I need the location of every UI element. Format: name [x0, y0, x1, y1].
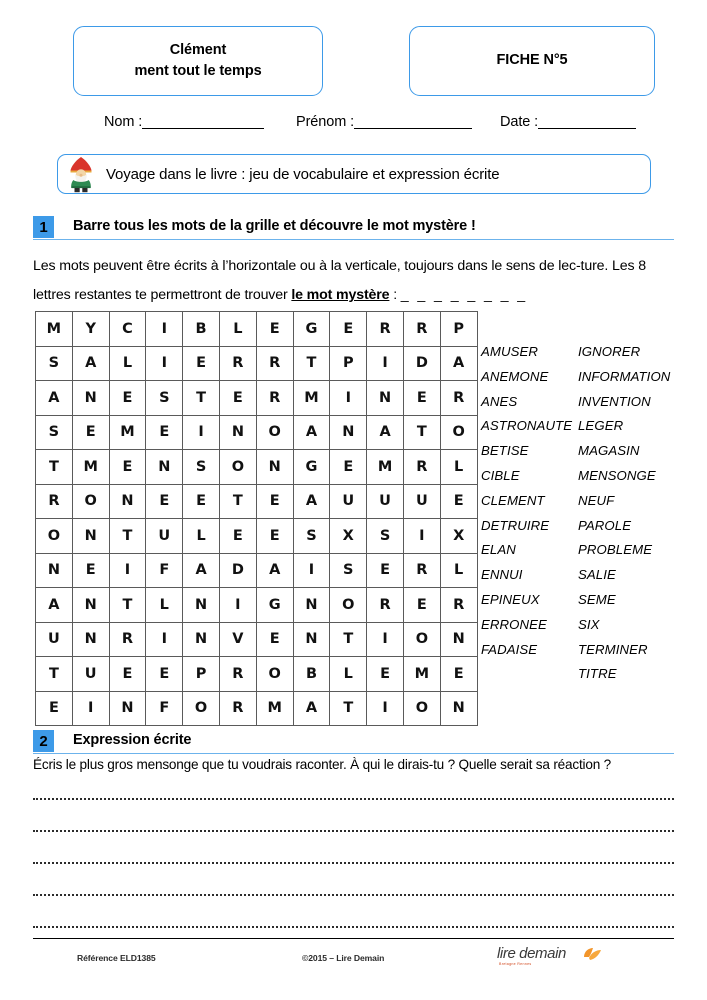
- grid-cell[interactable]: E: [109, 450, 146, 485]
- date-field[interactable]: [500, 114, 636, 130]
- grid-cell[interactable]: M: [72, 450, 109, 485]
- grid-cell[interactable]: R: [219, 691, 256, 726]
- grid-cell[interactable]: L: [330, 657, 367, 692]
- grid-cell[interactable]: N: [72, 381, 109, 416]
- grid-cell[interactable]: E: [256, 312, 293, 347]
- logo-subtext: Bretagne Rennes: [499, 962, 532, 966]
- grid-cell[interactable]: N: [330, 415, 367, 450]
- grid-cell[interactable]: L: [219, 312, 256, 347]
- grid-cell[interactable]: O: [330, 588, 367, 623]
- title-row: [0, 26, 707, 96]
- grid-row: [36, 415, 478, 450]
- lire-demain-logo: [497, 944, 607, 970]
- word-list-item[interactable]: ERRONEE: [481, 616, 547, 632]
- grid-cell[interactable]: S: [293, 519, 330, 554]
- leaf-icon: [582, 946, 602, 964]
- word-list-item[interactable]: INVENTION: [578, 393, 651, 409]
- grid-cell[interactable]: X: [440, 519, 477, 554]
- word-list-item[interactable]: ANEMONE: [481, 368, 549, 384]
- grid-cell[interactable]: N: [36, 553, 73, 588]
- grid-cell[interactable]: A: [440, 346, 477, 381]
- grid-cell[interactable]: R: [256, 381, 293, 416]
- section-2-header: [33, 730, 674, 754]
- grid-cell[interactable]: O: [256, 657, 293, 692]
- grid-cell[interactable]: R: [219, 657, 256, 692]
- word-list-item[interactable]: PAROLE: [578, 517, 632, 533]
- word-list-item[interactable]: LEGER: [578, 418, 624, 434]
- grid-cell[interactable]: T: [293, 346, 330, 381]
- grid-cell[interactable]: N: [440, 622, 477, 657]
- grid-cell[interactable]: N: [72, 519, 109, 554]
- prenom-input-rule[interactable]: [354, 128, 472, 129]
- grid-cell[interactable]: P: [183, 657, 220, 692]
- grid-cell[interactable]: S: [183, 450, 220, 485]
- grid-cell[interactable]: U: [403, 484, 440, 519]
- grid-cell[interactable]: B: [293, 657, 330, 692]
- logo-wordmark: lire demain: [497, 945, 566, 962]
- word-list-item[interactable]: CLEMENT: [481, 492, 545, 508]
- worksheet-title-box: [73, 26, 323, 96]
- word-list-column-1: [481, 340, 572, 662]
- grid-cell[interactable]: E: [367, 553, 404, 588]
- grid-cell[interactable]: G: [293, 312, 330, 347]
- nom-field[interactable]: [104, 114, 264, 130]
- grid-cell[interactable]: M: [293, 381, 330, 416]
- grid-cell[interactable]: T: [36, 657, 73, 692]
- grid-cell[interactable]: T: [183, 381, 220, 416]
- word-list-item[interactable]: DETRUIRE: [481, 517, 550, 533]
- instructions-text-part1: Les mots peuvent être écrits à l’horizontale ou à la verticale, toujours dans le sens de lec-ture. Les 8 lettres restantes te permettront de trouver: [33, 258, 646, 303]
- prenom-label: Prénom :: [296, 114, 355, 130]
- grid-cell[interactable]: E: [36, 691, 73, 726]
- grid-cell[interactable]: S: [330, 553, 367, 588]
- grid-cell[interactable]: F: [146, 691, 183, 726]
- grid-cell[interactable]: P: [440, 312, 477, 347]
- grid-cell[interactable]: N: [183, 588, 220, 623]
- grid-cell[interactable]: N: [293, 588, 330, 623]
- grid-row: [36, 484, 478, 519]
- fiche-number-box: [409, 26, 655, 96]
- grid-cell[interactable]: R: [367, 588, 404, 623]
- grid-row: [36, 381, 478, 416]
- grid-cell[interactable]: L: [146, 588, 183, 623]
- grid-cell[interactable]: I: [403, 519, 440, 554]
- word-list-item[interactable]: ANES: [481, 393, 518, 409]
- grid-cell[interactable]: T: [109, 588, 146, 623]
- grid-cell[interactable]: R: [403, 450, 440, 485]
- instructions-mystery-word: le mot mystère: [291, 287, 390, 303]
- grid-cell[interactable]: O: [183, 691, 220, 726]
- grid-cell[interactable]: I: [146, 622, 183, 657]
- word-list-item[interactable]: AMUSER: [481, 344, 539, 359]
- grid-cell[interactable]: A: [36, 381, 73, 416]
- grid-cell[interactable]: E: [72, 415, 109, 450]
- mystery-word-blanks[interactable]: _ _ _ _ _ _ _ _: [400, 287, 528, 303]
- section-1-header: [33, 216, 674, 240]
- grid-cell[interactable]: A: [293, 415, 330, 450]
- grid-cell[interactable]: R: [36, 484, 73, 519]
- grid-cell[interactable]: I: [293, 553, 330, 588]
- grid-cell[interactable]: T: [109, 519, 146, 554]
- grid-cell[interactable]: C: [109, 312, 146, 347]
- word-list-item[interactable]: MENSONGE: [578, 467, 656, 483]
- grid-cell[interactable]: L: [440, 450, 477, 485]
- section-2-badge: 2: [33, 730, 54, 752]
- grid-cell[interactable]: E: [146, 484, 183, 519]
- grid-cell[interactable]: R: [403, 553, 440, 588]
- prenom-field[interactable]: [296, 114, 472, 130]
- grid-cell[interactable]: X: [330, 519, 367, 554]
- grid-cell[interactable]: D: [219, 553, 256, 588]
- gnome-mascot-icon: [64, 155, 98, 193]
- word-list-item[interactable]: NEUF: [578, 492, 615, 508]
- grid-cell[interactable]: S: [36, 346, 73, 381]
- section-1-divider: [33, 239, 674, 240]
- grid-cell[interactable]: L: [183, 519, 220, 554]
- grid-cell[interactable]: U: [36, 622, 73, 657]
- grid-cell[interactable]: O: [403, 622, 440, 657]
- grid-cell[interactable]: U: [367, 484, 404, 519]
- grid-cell[interactable]: R: [403, 312, 440, 347]
- answer-line[interactable]: [33, 894, 674, 896]
- grid-cell[interactable]: T: [330, 622, 367, 657]
- grid-cell[interactable]: E: [440, 657, 477, 692]
- grid-cell[interactable]: E: [72, 553, 109, 588]
- grid-cell[interactable]: I: [367, 346, 404, 381]
- footer-reference: Référence ELD1385: [77, 953, 156, 963]
- grid-cell[interactable]: I: [183, 415, 220, 450]
- instructions-paragraph: [33, 252, 674, 310]
- grid-cell[interactable]: E: [219, 381, 256, 416]
- grid-cell[interactable]: O: [403, 691, 440, 726]
- grid-cell[interactable]: N: [72, 622, 109, 657]
- word-list-item[interactable]: TERMINER: [578, 641, 648, 657]
- word-list-item[interactable]: ASTRONAUTE: [481, 418, 573, 434]
- grid-cell[interactable]: A: [256, 553, 293, 588]
- grid-cell[interactable]: M: [367, 450, 404, 485]
- grid-cell[interactable]: R: [440, 381, 477, 416]
- worksheet-title-line1: Clément: [169, 41, 227, 58]
- grid-cell[interactable]: E: [109, 657, 146, 692]
- worksheet-title-line2: ment tout le temps: [134, 63, 262, 79]
- grid-cell[interactable]: E: [146, 657, 183, 692]
- grid-cell[interactable]: A: [72, 346, 109, 381]
- grid-cell[interactable]: I: [72, 691, 109, 726]
- grid-row: [36, 657, 478, 692]
- grid-cell[interactable]: E: [256, 622, 293, 657]
- grid-cell[interactable]: D: [403, 346, 440, 381]
- grid-cell[interactable]: E: [367, 657, 404, 692]
- instructions-text-part2: :: [389, 287, 401, 303]
- grid-cell[interactable]: B: [183, 312, 220, 347]
- grid-cell[interactable]: E: [219, 519, 256, 554]
- grid-cell[interactable]: E: [330, 312, 367, 347]
- grid-row: [36, 519, 478, 554]
- grid-cell[interactable]: R: [367, 312, 404, 347]
- grid-cell[interactable]: T: [403, 415, 440, 450]
- nom-input-rule[interactable]: [142, 128, 264, 129]
- grid-cell[interactable]: L: [109, 346, 146, 381]
- word-list-item[interactable]: CIBLE: [481, 467, 520, 483]
- grid-cell[interactable]: E: [330, 450, 367, 485]
- word-list-item[interactable]: SIX: [578, 616, 600, 632]
- answer-line[interactable]: [33, 830, 674, 832]
- grid-cell[interactable]: O: [72, 484, 109, 519]
- grid-cell[interactable]: R: [109, 622, 146, 657]
- grid-cell[interactable]: N: [72, 588, 109, 623]
- grid-cell[interactable]: R: [256, 346, 293, 381]
- grid-cell[interactable]: N: [440, 691, 477, 726]
- grid-cell[interactable]: E: [183, 346, 220, 381]
- word-list-item[interactable]: EPINEUX: [481, 591, 540, 607]
- grid-cell[interactable]: N: [109, 484, 146, 519]
- grid-cell[interactable]: N: [256, 450, 293, 485]
- grid-row: [36, 622, 478, 657]
- grid-cell[interactable]: E: [440, 484, 477, 519]
- grid-cell[interactable]: I: [367, 691, 404, 726]
- grid-cell[interactable]: T: [330, 691, 367, 726]
- grid-row: [36, 691, 478, 726]
- word-search-grid-body: [36, 312, 478, 726]
- grid-cell[interactable]: L: [440, 553, 477, 588]
- grid-cell[interactable]: M: [256, 691, 293, 726]
- word-list-column-2: [578, 340, 670, 687]
- word-list-item[interactable]: TITRE: [578, 666, 617, 682]
- grid-cell[interactable]: U: [146, 519, 183, 554]
- grid-row: [36, 346, 478, 381]
- word-list-item[interactable]: ENNUI: [481, 567, 523, 583]
- grid-cell[interactable]: A: [293, 484, 330, 519]
- word-list-item[interactable]: ELAN: [481, 542, 516, 558]
- grid-cell[interactable]: O: [36, 519, 73, 554]
- date-label: Date :: [500, 114, 539, 130]
- grid-cell[interactable]: N: [146, 450, 183, 485]
- grid-cell[interactable]: O: [256, 415, 293, 450]
- grid-cell[interactable]: N: [183, 622, 220, 657]
- grid-cell[interactable]: F: [146, 553, 183, 588]
- grid-cell[interactable]: A: [367, 415, 404, 450]
- grid-cell[interactable]: I: [146, 346, 183, 381]
- answer-line[interactable]: [33, 926, 674, 928]
- word-list-item[interactable]: SEME: [578, 591, 616, 607]
- word-list-item[interactable]: PROBLEME: [578, 542, 653, 558]
- section-2-title: Expression écrite: [73, 732, 192, 748]
- word-list-item[interactable]: SALIE: [578, 567, 616, 583]
- expression-prompt: Écris le plus gros mensonge que tu voudrais raconter. À qui le dirais-tu ? Quelle serait sa réaction ?: [33, 757, 612, 772]
- grid-row: [36, 450, 478, 485]
- grid-cell[interactable]: S: [36, 415, 73, 450]
- grid-cell[interactable]: I: [109, 553, 146, 588]
- word-list-item[interactable]: INFORMATION: [578, 368, 671, 384]
- grid-cell[interactable]: T: [219, 484, 256, 519]
- grid-cell[interactable]: O: [440, 415, 477, 450]
- grid-cell[interactable]: P: [330, 346, 367, 381]
- answer-line[interactable]: [33, 862, 674, 864]
- grid-cell[interactable]: E: [183, 484, 220, 519]
- nom-label: Nom :: [104, 114, 143, 130]
- grid-cell[interactable]: E: [403, 588, 440, 623]
- grid-cell[interactable]: I: [330, 381, 367, 416]
- section-1-badge: 1: [33, 216, 54, 238]
- grid-cell[interactable]: E: [109, 381, 146, 416]
- word-list-item[interactable]: FADAISE: [481, 641, 538, 657]
- grid-cell[interactable]: R: [219, 346, 256, 381]
- fiche-number-label: FICHE N°5: [496, 52, 568, 69]
- grid-cell[interactable]: Y: [72, 312, 109, 347]
- grid-cell[interactable]: I: [146, 312, 183, 347]
- grid-cell[interactable]: M: [403, 657, 440, 692]
- word-list-item[interactable]: IGNORER: [578, 344, 641, 359]
- grid-cell[interactable]: E: [256, 519, 293, 554]
- activity-banner: [57, 154, 651, 194]
- grid-cell[interactable]: I: [367, 622, 404, 657]
- grid-cell[interactable]: M: [36, 312, 73, 347]
- word-list-item[interactable]: BETISE: [481, 443, 529, 459]
- section-2-divider: [33, 753, 674, 754]
- section-1-title: Barre tous les mots de la grille et découvre le mot mystère !: [73, 218, 476, 234]
- grid-cell[interactable]: A: [183, 553, 220, 588]
- grid-row: [36, 553, 478, 588]
- grid-cell[interactable]: I: [219, 588, 256, 623]
- grid-row: [36, 312, 478, 347]
- footer-divider: [33, 938, 674, 939]
- grid-cell[interactable]: R: [440, 588, 477, 623]
- grid-cell[interactable]: U: [72, 657, 109, 692]
- grid-cell[interactable]: G: [256, 588, 293, 623]
- grid-cell[interactable]: A: [293, 691, 330, 726]
- grid-cell[interactable]: G: [293, 450, 330, 485]
- grid-cell[interactable]: A: [36, 588, 73, 623]
- grid-cell[interactable]: S: [146, 381, 183, 416]
- grid-cell[interactable]: N: [219, 415, 256, 450]
- footer-copyright: ©2015 – Lire Demain: [302, 953, 385, 963]
- grid-cell[interactable]: S: [367, 519, 404, 554]
- grid-cell[interactable]: O: [219, 450, 256, 485]
- grid-cell[interactable]: N: [367, 381, 404, 416]
- answer-line[interactable]: [33, 798, 674, 800]
- grid-cell[interactable]: E: [256, 484, 293, 519]
- activity-banner-text: Voyage dans le livre : jeu de vocabulaire et expression écrite: [106, 165, 500, 183]
- grid-cell[interactable]: V: [219, 622, 256, 657]
- date-input-rule[interactable]: [538, 128, 636, 129]
- grid-cell[interactable]: M: [109, 415, 146, 450]
- grid-cell[interactable]: T: [36, 450, 73, 485]
- grid-cell[interactable]: U: [330, 484, 367, 519]
- grid-cell[interactable]: N: [293, 622, 330, 657]
- grid-cell[interactable]: E: [403, 381, 440, 416]
- word-list-item[interactable]: MAGASIN: [578, 443, 640, 459]
- word-search-grid[interactable]: [35, 311, 478, 726]
- grid-cell[interactable]: N: [109, 691, 146, 726]
- grid-cell[interactable]: E: [146, 415, 183, 450]
- grid-row: [36, 588, 478, 623]
